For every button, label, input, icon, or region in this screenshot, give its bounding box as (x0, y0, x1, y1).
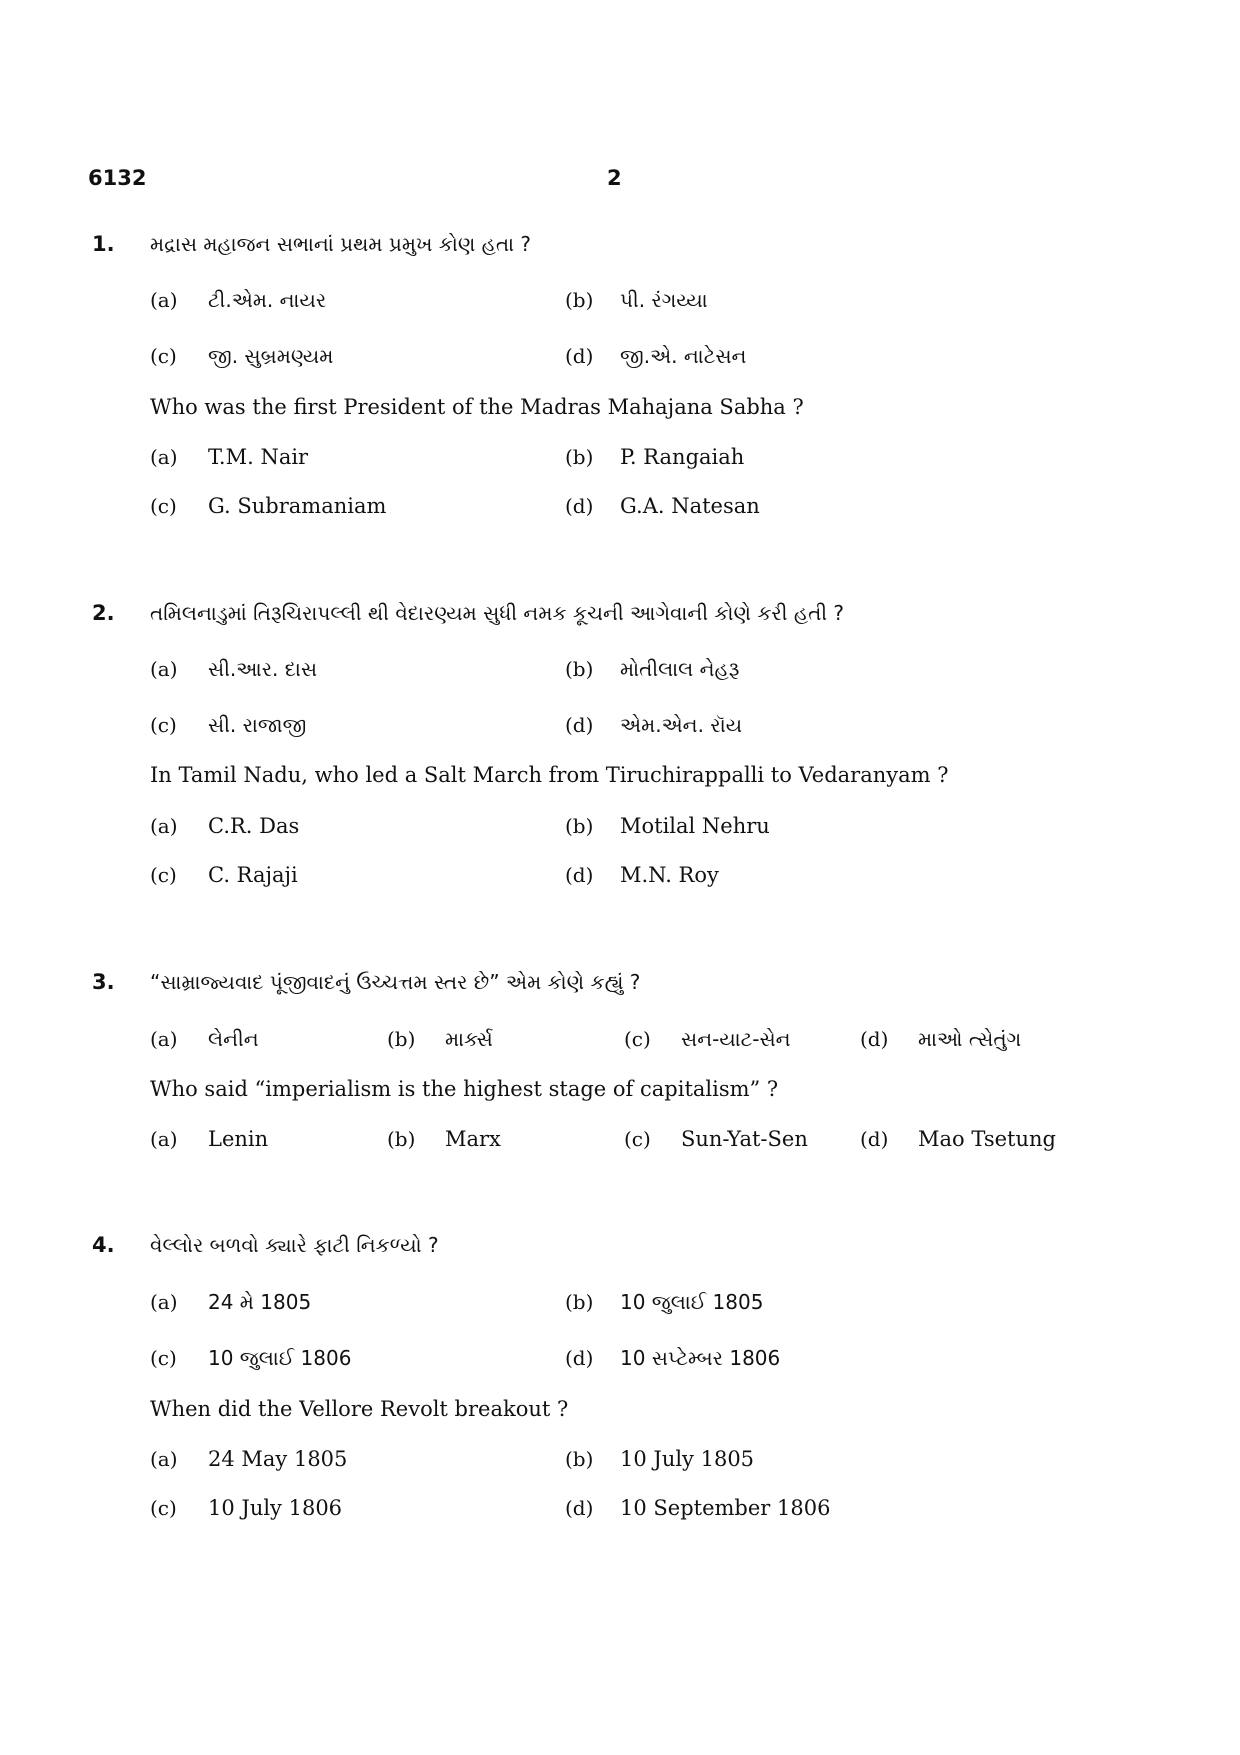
option-label: (c) (150, 863, 177, 887)
option-text-gujarati: એમ.એન. રૉય (620, 713, 743, 737)
question-number: 1. (92, 232, 115, 256)
option-label: (b) (565, 445, 594, 469)
option-text-english: Motilal Nehru (620, 814, 770, 838)
option-label: (a) (150, 288, 178, 312)
question-text-english: When did the Vellore Revolt breakout ? (150, 1397, 569, 1421)
option-label: (c) (150, 713, 177, 737)
option-text-english: Lenin (208, 1127, 269, 1151)
option-label: (d) (860, 1127, 889, 1151)
question-text-gujarati: “સામ્રાજ્યવાદ પૂંજીવાદનું ઉચ્ચત્તમ સ્તર છે” એમ કોણે કહ્યું ? (150, 970, 641, 994)
option-text-gujarati: લેનીન (208, 1027, 259, 1051)
option-text-english: T.M. Nair (208, 445, 309, 469)
option-text-gujarati: ટી.એમ. નાયર (208, 288, 327, 312)
option-text-english: 10 July 1806 (208, 1496, 343, 1520)
option-text-english: Mao Tsetung (918, 1127, 1056, 1151)
page-number: 2 (607, 166, 622, 190)
question-text-gujarati: મદ્રાસ મહાજન સભાનાં પ્રથમ પ્રમુખ કોણ હતા ? (150, 232, 532, 256)
option-label: (a) (150, 1290, 178, 1314)
option-label: (d) (565, 344, 594, 368)
option-label: (a) (150, 657, 178, 681)
option-label: (a) (150, 445, 178, 469)
question-text-gujarati: વેલ્લોર બળવો ક્યારે ફાટી નિકળ્યો ? (150, 1233, 439, 1257)
option-label: (d) (565, 713, 594, 737)
option-text-english: M.N. Roy (620, 863, 719, 887)
option-label: (b) (387, 1127, 416, 1151)
paper-code: 6132 (88, 166, 147, 190)
option-text-gujarati: 10 જુલાઈ 1806 (208, 1346, 352, 1370)
option-text-gujarati: સન-યાટ-સેન (681, 1027, 791, 1051)
option-text-english: C.R. Das (208, 814, 300, 838)
option-text-gujarati: જી.એ. નાટેસન (620, 344, 747, 368)
option-text-gujarati: 10 જુલાઈ 1805 (620, 1290, 764, 1314)
option-label: (a) (150, 1127, 178, 1151)
option-text-english: Marx (445, 1127, 501, 1151)
option-label: (b) (565, 1447, 594, 1471)
option-text-english: C. Rajaji (208, 863, 298, 887)
option-text-gujarati: સી. રાજાજી (208, 713, 307, 737)
question-number: 4. (92, 1233, 115, 1257)
option-label: (c) (150, 1346, 177, 1370)
option-label: (c) (624, 1127, 651, 1151)
option-label: (b) (565, 1290, 594, 1314)
option-label: (a) (150, 1447, 178, 1471)
question-text-gujarati: તમિલનાડુમાં તિરૂચિરાપલ્લી થી વેદારણ્યમ સુધી નમક કૂચની આગેવાની કોણે કરી હતી ? (150, 601, 845, 625)
option-label: (a) (150, 1027, 178, 1051)
option-label: (b) (565, 814, 594, 838)
option-text-gujarati: સી.આર. દાસ (208, 657, 318, 681)
option-text-gujarati: માર્ક્સ (445, 1027, 493, 1051)
question-text-english: In Tamil Nadu, who led a Salt March from Tiruchirappalli to Vedaranyam ? (150, 763, 949, 787)
option-text-english: 10 September 1806 (620, 1496, 831, 1520)
option-text-gujarati: 10 સપ્ટેમ્બર 1806 (620, 1346, 781, 1370)
question-number: 3. (92, 970, 115, 994)
option-text-gujarati: મોતીલાલ નેહરૂ (620, 657, 740, 681)
question-text-english: Who said “imperialism is the highest stage of capitalism” ? (150, 1077, 779, 1101)
option-label: (c) (150, 1496, 177, 1520)
option-label: (b) (565, 288, 594, 312)
option-text-english: G.A. Natesan (620, 494, 760, 518)
option-label: (d) (565, 1346, 594, 1370)
option-label: (d) (565, 863, 594, 887)
option-label: (d) (860, 1027, 889, 1051)
option-text-english: P. Rangaiah (620, 445, 745, 469)
option-label: (c) (150, 344, 177, 368)
option-text-english: 10 July 1805 (620, 1447, 755, 1471)
option-text-gujarati: માઓ ત્સેતુંગ (918, 1027, 1022, 1051)
option-label: (b) (387, 1027, 416, 1051)
option-label: (d) (565, 1496, 594, 1520)
option-text-gujarati: પી. રંગય્યા (620, 288, 708, 312)
option-label: (c) (150, 494, 177, 518)
option-text-gujarati: જી. સુબ્રમણ્યમ (208, 344, 334, 368)
option-label: (d) (565, 494, 594, 518)
option-text-gujarati: 24 મે 1805 (208, 1290, 312, 1314)
option-text-english: Sun-Yat-Sen (681, 1127, 808, 1151)
option-text-english: 24 May 1805 (208, 1447, 348, 1471)
option-text-english: G. Subramaniam (208, 494, 387, 518)
option-label: (c) (624, 1027, 651, 1051)
option-label: (a) (150, 814, 178, 838)
option-label: (b) (565, 657, 594, 681)
question-text-english: Who was the first President of the Madras Mahajana Sabha ? (150, 395, 804, 419)
question-number: 2. (92, 601, 115, 625)
